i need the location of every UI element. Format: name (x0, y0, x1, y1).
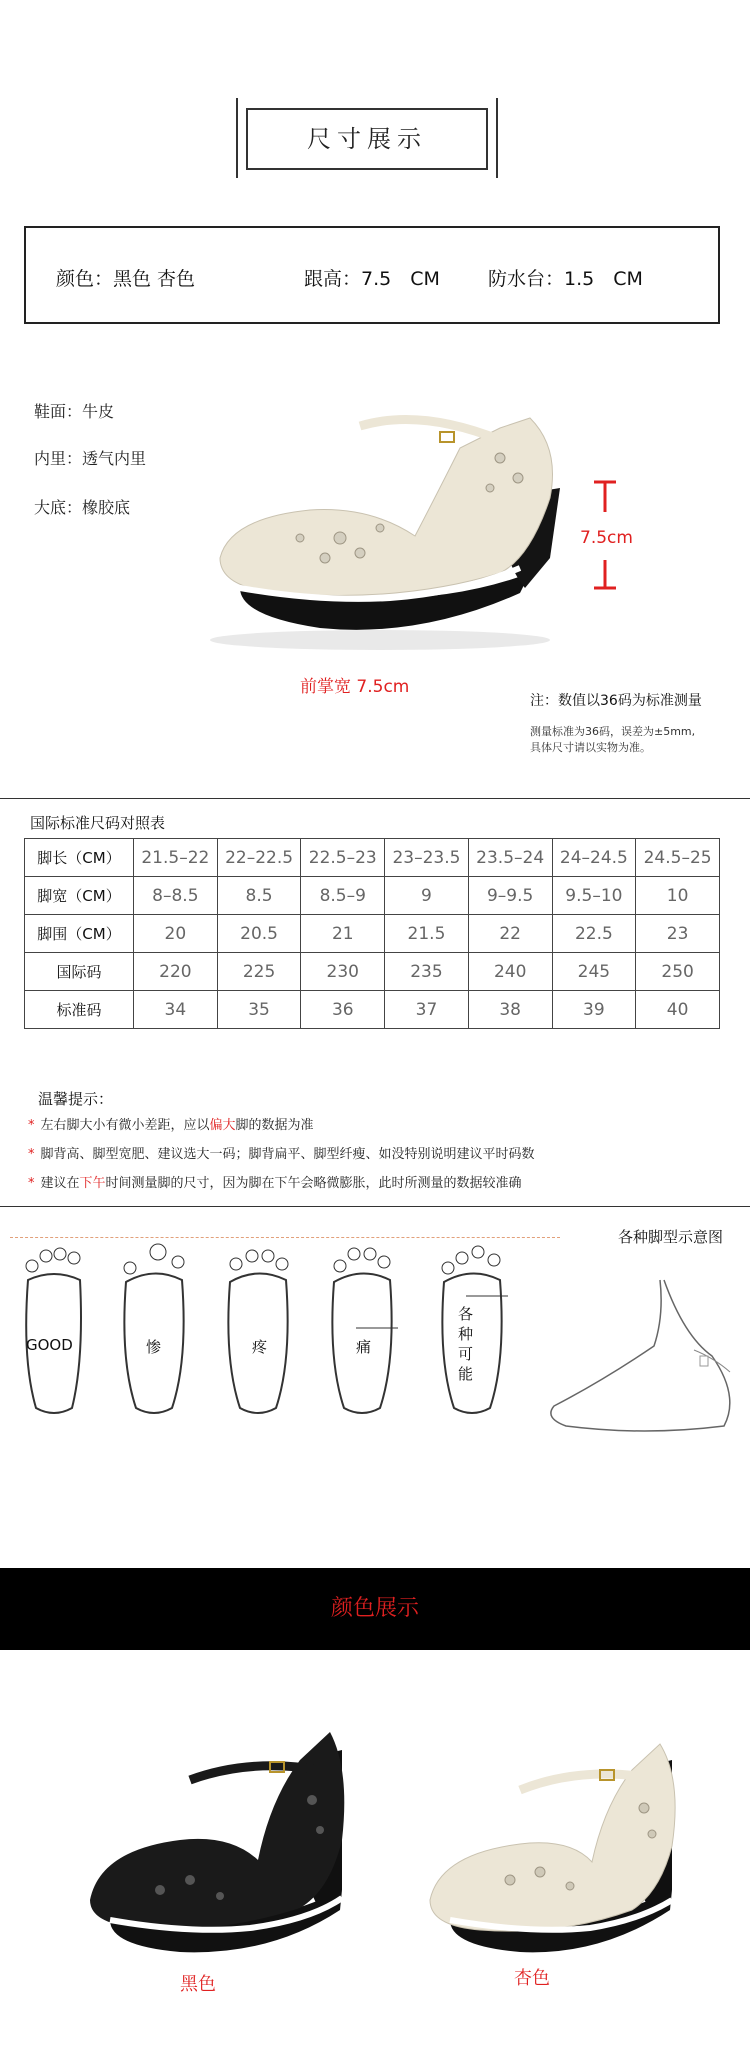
foot-outline-4 (326, 1240, 398, 1416)
color-section-band (0, 1568, 750, 1650)
size-row-label: 脚宽（CM） (25, 877, 134, 915)
spec-color: 颜色：黑色 杏色 (56, 268, 196, 290)
size-table-row (25, 877, 720, 915)
size-cell: 22.5 (552, 915, 636, 953)
size-cell: 22–22.5 (217, 839, 301, 877)
size-cell: 23 (636, 915, 720, 953)
size-cell: 225 (217, 953, 301, 991)
size-row-label: 标准码 (25, 991, 134, 1029)
size-table-row (25, 991, 720, 1029)
size-cell: 8–8.5 (134, 877, 218, 915)
size-cell: 250 (636, 953, 720, 991)
tip-3-text: 建议在 (40, 1176, 80, 1191)
dashed-guide (10, 1237, 560, 1238)
shoe-black-image (80, 1720, 350, 1960)
size-cell: 245 (552, 953, 636, 991)
forefoot-width-label: 前掌宽 7.5cm (300, 677, 410, 697)
foot-outline-2 (118, 1240, 190, 1416)
foot-side-sketch (544, 1276, 744, 1436)
size-cell: 21.5 (385, 915, 469, 953)
tip-bullet: * (28, 1147, 35, 1162)
size-cell: 39 (552, 991, 636, 1029)
shoe-main-image (200, 388, 570, 658)
material-sole: 大底：橡胶底 (34, 498, 131, 517)
size-cell: 40 (636, 991, 720, 1029)
size-row-label: 脚围（CM） (25, 915, 134, 953)
size-cell: 21 (301, 915, 385, 953)
foot-label-good: GOOD (26, 1336, 73, 1354)
size-cell: 37 (385, 991, 469, 1029)
size-cell: 22.5–23 (301, 839, 385, 877)
color-section-title: 颜色展示 (330, 1596, 419, 1621)
size-cell: 235 (385, 953, 469, 991)
size-cell: 24.5–25 (636, 839, 720, 877)
spec-platform: 防水台：1.5 CM (488, 268, 643, 290)
tip-3-emphasis: 下午 (79, 1176, 106, 1191)
note-line1: 测量标准为36码，误差为±5mm, (530, 725, 696, 738)
size-cell: 20 (134, 915, 218, 953)
size-table-row (25, 839, 720, 877)
section-title-frame (246, 108, 488, 170)
size-cell: 36 (301, 991, 385, 1029)
size-cell: 8.5–9 (301, 877, 385, 915)
color-label-black: 黑色 (180, 1974, 216, 1995)
tip-2-text: 脚背高、脚型宽肥、建议选大一码；脚背扁平、脚型纤瘦、如没特别说明建议平时码数 (40, 1147, 535, 1162)
size-row-label: 国际码 (25, 953, 134, 991)
spec-box (24, 226, 720, 324)
size-cell: 23–23.5 (385, 839, 469, 877)
foot-label-2: 惨 (146, 1338, 162, 1356)
tip-3 (28, 1172, 522, 1191)
size-cell: 34 (134, 991, 218, 1029)
tips-title: 温馨提示： (38, 1090, 114, 1108)
size-cell: 10 (636, 877, 720, 915)
spec-heel: 跟高：7.5 CM (304, 268, 440, 290)
size-cell: 240 (468, 953, 552, 991)
size-cell: 24–24.5 (552, 839, 636, 877)
size-cell: 220 (134, 953, 218, 991)
material-lining: 内里：透气内里 (34, 449, 147, 468)
tip-1-text-end: 脚的数据为准 (235, 1118, 314, 1133)
foot-label-3: 疼 (252, 1338, 268, 1356)
size-table (24, 838, 720, 1029)
foot-types-title: 各种脚型示意图 (618, 1228, 724, 1246)
note-line2: 具体尺寸请以实物为准。 (530, 741, 651, 754)
divider (0, 1206, 750, 1207)
size-cell: 9.5–10 (552, 877, 636, 915)
size-cell: 8.5 (217, 877, 301, 915)
tip-bullet: * (28, 1176, 35, 1191)
foot-label-5: 各种可能 (458, 1305, 474, 1383)
material-upper: 鞋面：牛皮 (34, 402, 115, 421)
size-cell: 9–9.5 (468, 877, 552, 915)
tip-3-text-end: 时间测量脚的尺寸，因为脚在下午会略微膨胀，此时所测量的数据较准确 (105, 1176, 522, 1191)
tip-2 (28, 1143, 535, 1162)
tip-1-text: 左右脚大小有微小差距，应以 (40, 1118, 210, 1133)
tip-1-emphasis: 偏大 (209, 1118, 236, 1133)
size-table-row (25, 953, 720, 991)
size-cell: 9 (385, 877, 469, 915)
foot-outline-good (18, 1240, 90, 1416)
size-cell: 23.5–24 (468, 839, 552, 877)
size-cell: 21.5–22 (134, 839, 218, 877)
note-main: 注：数值以36码为标准测量 (530, 693, 702, 709)
shoe-apricot-image (420, 1730, 680, 1960)
size-cell: 230 (301, 953, 385, 991)
foot-label-4: 痛 (356, 1338, 372, 1356)
page-title: 尺寸展示 (307, 125, 427, 153)
tip-bullet: * (28, 1118, 35, 1133)
size-row-label: 脚长（CM） (25, 839, 134, 877)
divider (0, 798, 750, 799)
size-cell: 38 (468, 991, 552, 1029)
size-cell: 22 (468, 915, 552, 953)
size-table-row (25, 915, 720, 953)
size-table-title: 国际标准尺码对照表 (30, 814, 166, 832)
foot-outline-3 (222, 1240, 294, 1416)
size-cell: 20.5 (217, 915, 301, 953)
heel-height-label: 7.5cm (580, 528, 633, 548)
size-cell: 35 (217, 991, 301, 1029)
color-label-apricot: 杏色 (514, 1968, 550, 1989)
tip-1 (28, 1114, 314, 1133)
